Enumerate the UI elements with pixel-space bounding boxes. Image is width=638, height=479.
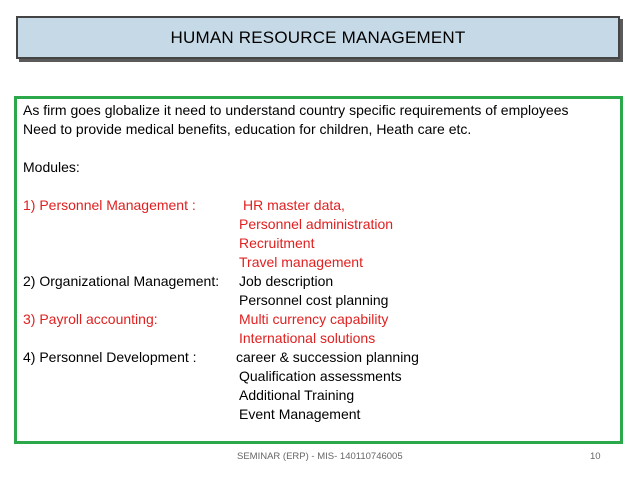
module-item: HR master data, — [243, 197, 345, 213]
module-item: Travel management — [239, 254, 363, 270]
slide-title-box — [16, 16, 620, 59]
modules-heading: Modules: — [23, 159, 80, 175]
module-item: Personnel administration — [239, 216, 394, 232]
intro-line-2: Need to provide medical benefits, education for children, Heath care etc. — [23, 121, 472, 137]
module-item: Qualification assessments — [239, 368, 402, 384]
module-item: International solutions — [239, 330, 376, 346]
module-item: Event Management — [239, 406, 361, 422]
module-item: Personnel cost planning — [239, 292, 389, 308]
slide-footer: SEMINAR (ERP) - MIS- 140110746005 — [237, 451, 403, 462]
module-item: Job description — [239, 273, 334, 289]
module-label: 3) Payroll accounting: — [23, 311, 158, 327]
slide-title: HUMAN RESOURCE MANAGEMENT — [170, 27, 466, 47]
module-label: 2) Organizational Management: — [23, 273, 220, 289]
content-box — [14, 96, 623, 444]
module-label: 1) Personnel Management : — [23, 197, 196, 213]
module-label: 4) Personnel Development : — [23, 349, 197, 365]
page-number: 10 — [590, 451, 601, 462]
module-item: Additional Training — [239, 387, 355, 403]
module-item: Recruitment — [239, 235, 315, 251]
module-item: Multi currency capability — [239, 311, 389, 327]
module-item: career & succession planning — [236, 349, 419, 365]
intro-line-1: As firm goes globalize it need to understand country specific requirements of employees — [23, 102, 569, 118]
